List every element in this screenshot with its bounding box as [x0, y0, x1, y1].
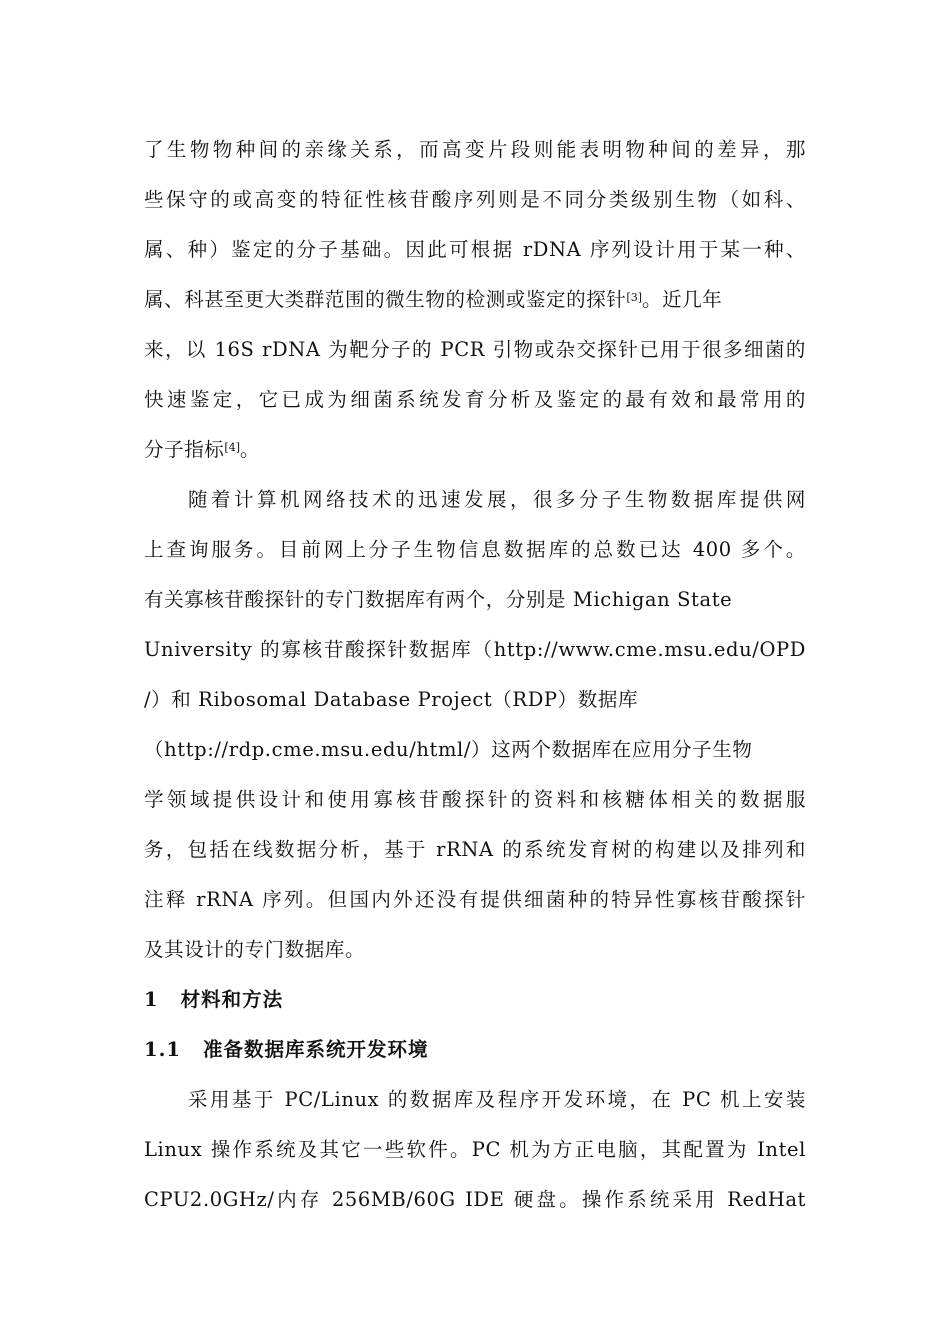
- subsection-number: 1.1: [144, 1038, 181, 1061]
- section-number: 1: [144, 988, 159, 1011]
- paragraph-1-line-6: 快速鉴定，它已成为细菌系统发育分析及鉴定的最有效和最常用的: [144, 388, 806, 411]
- paragraph-1-line-4-tail: 。近几年: [642, 288, 723, 311]
- paragraph-1-line-3: 属、种）鉴定的分子基础。因此可根据 rDNA 序列设计用于某一种、: [144, 238, 806, 261]
- paragraph-2-line-2: 上查询服务。目前网上分子生物信息数据库的总数已达 400 多个。: [144, 538, 806, 561]
- section-heading-1-1: [144, 1036, 428, 1064]
- paragraph-2-line-6: （http://rdp.cme.msu.edu/html/）这两个数据库在应用分子生物: [144, 738, 753, 761]
- paragraph-1-line-4-text: 属、科甚至更大类群范围的微生物的检测或鉴定的探针: [144, 288, 627, 311]
- paragraph-1-line-1: 了生物物种间的亲缘关系，而高变片段则能表明物种间的差异，那: [144, 138, 806, 161]
- paragraph-1-line-2: 些保守的或高变的特征性核苷酸序列则是不同分类级别生物（如科、: [144, 188, 806, 211]
- section-title: 材料和方法: [180, 988, 284, 1011]
- paragraph-2-line-5: /）和 Ribosomal Database Project（RDP）数据库: [144, 688, 639, 711]
- section-heading-1: [144, 986, 283, 1014]
- paragraph-2-line-3: 有关寡核苷酸探针的专门数据库有两个，分别是 Michigan State: [144, 588, 733, 611]
- paragraph-1-line-4: [144, 286, 722, 314]
- paragraph-2-line-4: University 的寡核苷酸探针数据库（http://www.cme.msu.edu/OPD: [144, 638, 806, 661]
- paragraph-2-line-10: 及其设计的专门数据库。: [144, 938, 366, 961]
- subsection-title: 准备数据库系统开发环境: [202, 1038, 429, 1061]
- citation-3: [3]: [626, 291, 642, 304]
- paragraph-1-line-7-text: 分子指标: [144, 438, 225, 461]
- paragraph-2-line-1: 随着计算机网络技术的迅速发展，很多分子生物数据库提供网: [188, 488, 806, 511]
- paragraph-3-line-2: Linux 操作系统及其它一些软件。PC 机为方正电脑，其配置为 Intel: [144, 1138, 806, 1161]
- paragraph-2-line-7: 学领域提供设计和使用寡核苷酸探针的资料和核糖体相关的数据服: [144, 788, 806, 811]
- paragraph-1-line-7: [144, 436, 260, 464]
- paragraph-2-line-9: 注释 rRNA 序列。但国内外还没有提供细菌种的特异性寡核苷酸探针: [144, 888, 806, 911]
- paragraph-3-line-1: 采用基于 PC/Linux 的数据库及程序开发环境，在 PC 机上安装: [188, 1088, 806, 1111]
- paragraph-3-line-3: CPU2.0GHz/内存 256MB/60G IDE 硬盘。操作系统采用 RedHat: [144, 1188, 806, 1211]
- citation-4: [4]: [224, 441, 240, 454]
- paragraph-1-line-7-tail: 。: [240, 438, 261, 461]
- paragraph-2-line-8: 务，包括在线数据分析，基于 rRNA 的系统发育树的构建以及排列和: [144, 838, 806, 861]
- paragraph-1-line-5: 来，以 16S rDNA 为靶分子的 PCR 引物或杂交探针已用于很多细菌的: [144, 338, 806, 361]
